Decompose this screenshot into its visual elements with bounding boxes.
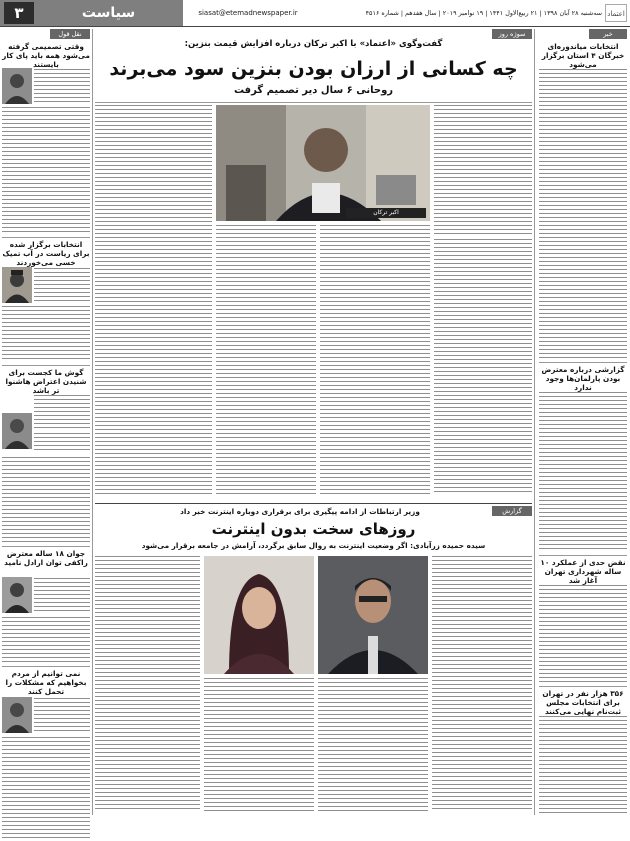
date-line: سه‌شنبه ۲۸ آبان ۱۳۹۸ | ۲۱ ربیع‌الاول ۱۴۴۱ | ۱۹ نوامبر ۲۰۱۹ | سال هفدهم | شماره ۴۵۱۶ [365, 9, 602, 17]
text-block [34, 268, 90, 302]
portrait-photo [2, 267, 32, 303]
left-story-headline: انتخابات برگزار شده برای ریاست در آب تمیک خسی می‌خوردند [2, 240, 90, 268]
text-column [432, 556, 532, 812]
second-headline: روزهای سخت بدون اینترنت [211, 520, 416, 538]
second-kicker: وزیر ارتباطات از ادامه پیگیری برای برقراری دوباره اینترنت خبر داد [180, 507, 420, 516]
portrait-photo [2, 68, 32, 104]
portrait-photo [2, 697, 32, 733]
section-email: siasat@etemadnewspaper.ir [198, 9, 298, 17]
text-block [34, 69, 90, 103]
text-block [2, 617, 90, 663]
divider [539, 555, 627, 556]
right-column [537, 29, 630, 819]
left-story-headline: وقتی تصمیمی گرفته می‌شود همه باید پای کار بایستند [2, 42, 90, 70]
left-story-headline: نمی توانیم از مردم بخواهیم که مشکلات را تحمل کنند [5, 669, 87, 697]
portrait-photo [2, 413, 32, 449]
right-story-headline: انتخابات میاندوره‌ای خبرگان ۴ استان برگزار می‌شود [541, 42, 625, 70]
text-block [539, 69, 627, 359]
text-block [539, 585, 627, 683]
right-story-headline: ۳۵۶ هزار نفر در تهران برای انتخابات مجلس ثبت‌نام نهایی می‌کنند [542, 689, 624, 717]
interview-photo [216, 105, 430, 221]
text-block [34, 433, 90, 453]
main-story [95, 29, 532, 499]
second-story-tag: گزارش [492, 506, 532, 516]
text-column [95, 105, 212, 495]
divider [2, 546, 90, 547]
text-block [34, 395, 90, 429]
text-column [434, 105, 532, 235]
text-column [216, 225, 316, 495]
woman-photo [204, 556, 314, 674]
page-number: ۳ [4, 2, 34, 24]
left-story-headline: گوش ما کجست برای شنیدن اعتراض ها‌شنوا تر باشد [5, 368, 87, 396]
header-divider [0, 26, 630, 27]
divider [2, 237, 90, 238]
text-block [2, 107, 90, 235]
text-block [539, 716, 627, 816]
main-story-tag: سوژه روز [492, 29, 532, 39]
text-block [2, 306, 90, 362]
main-headline: چه کسانی از ارزان بودن بنزین سود می‌برند [109, 58, 518, 80]
text-block [2, 457, 90, 543]
page-header [0, 0, 630, 26]
main-subheadline: روحانی ۶ سال دیر تصمیم گرفت [233, 85, 394, 96]
right-column-tag: خبر [589, 29, 627, 39]
section-divider [95, 503, 532, 504]
second-story [95, 506, 532, 816]
divider [95, 102, 532, 103]
text-column [204, 678, 314, 812]
text-column [320, 225, 430, 495]
photo-caption: اکبر ترکان [346, 208, 426, 218]
left-column-divider [92, 29, 93, 815]
text-block [2, 737, 90, 841]
text-block [34, 698, 90, 732]
divider [539, 362, 627, 363]
text-block [34, 578, 90, 612]
newspaper-logo: اعتماد [605, 4, 627, 22]
right-story-headline: گزارشی درباره معترض بودن پارلمان‌ها وجود ندارد [541, 365, 625, 393]
text-block [539, 392, 627, 552]
section-title: سیاست [81, 5, 136, 21]
text-column [434, 239, 532, 495]
second-subheadline: سیده حمیده زرآبادی: اگر وضعیت اینترنت به روال سابق برگردد، آرامش در جامعه برقرار می‌شود [141, 541, 486, 550]
minister-photo [318, 556, 428, 674]
right-column-divider [534, 29, 535, 815]
divider [2, 666, 90, 667]
main-kicker: گفت‌وگوی «اعتماد» با اکبر ترکان درباره افزایش قیمت بنزین: [184, 39, 443, 49]
divider [2, 365, 90, 366]
portrait-photo [2, 577, 32, 613]
left-column [0, 29, 91, 819]
text-column [95, 556, 200, 812]
text-column [318, 678, 428, 812]
right-story-headline: نقض حدی از عملکرد ۱۰ ساله شهرداری تهران آغاز شد [540, 558, 626, 586]
left-column-tag: نقل قول [50, 29, 90, 39]
left-story-headline: جوان ۱۸ ساله معترض راکفی توان ارادل نامید [4, 549, 88, 568]
divider [539, 686, 627, 687]
